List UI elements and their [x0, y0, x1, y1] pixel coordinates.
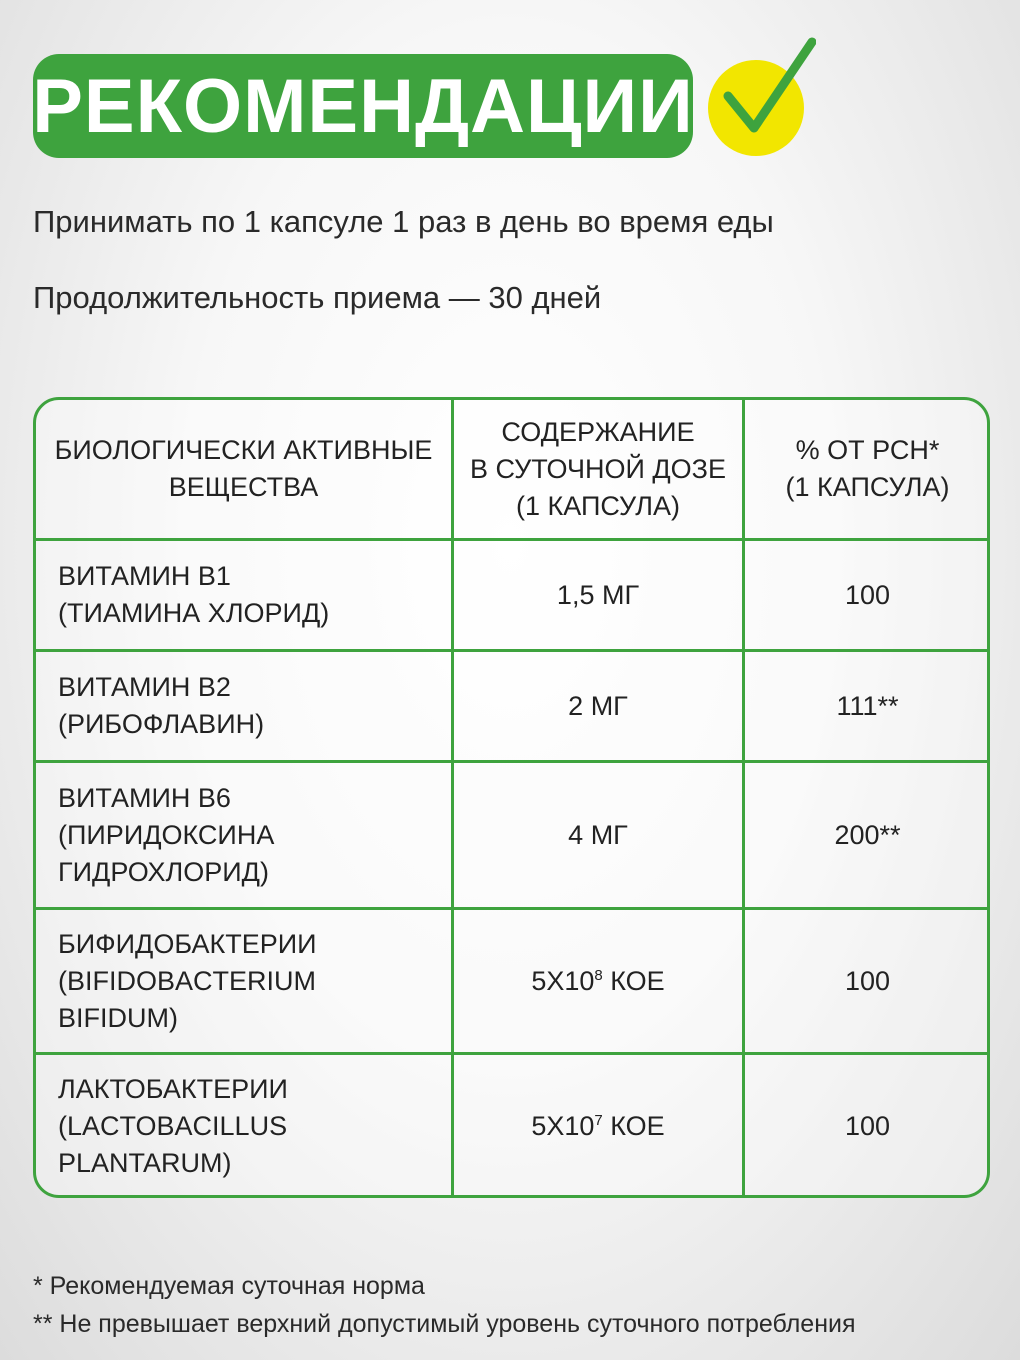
table-row-dose: $5X10^7$ КОЕ: [531, 1111, 665, 1141]
table-row-percent: 100: [844, 965, 891, 996]
footnote-upper-limit: ** Не превышает верхний допустимый уровень суточного потребления: [33, 1310, 856, 1338]
table-row-dose: 4 МГ: [568, 819, 628, 850]
table-row-name: ВИТАМИН B2 (РИБОФЛАВИН): [58, 672, 265, 739]
dosage-instruction: Принимать по 1 капсуле 1 раз в день во время еды: [33, 204, 774, 239]
table-row-dose: 1,5 МГ: [556, 579, 640, 610]
page-title: РЕКОМЕНДАЦИИ: [32, 63, 694, 149]
header-percent: % ОТ РСН* (1 КАПСУЛА): [785, 435, 950, 502]
duration-instruction: Продолжительность приема — 30 дней: [33, 280, 602, 315]
title-banner: [33, 54, 693, 158]
header-dose: СОДЕРЖАНИЕ В СУТОЧНОЙ ДОЗЕ (1 КАПСУЛА): [470, 416, 726, 521]
table-row-name: ВИТАМИН B1 (ТИАМИНА ХЛОРИД): [58, 561, 330, 628]
composition-table: [33, 397, 990, 1198]
table-row-percent: 111**: [836, 690, 899, 721]
table-row-name: БИФИДОБАКТЕРИИ (BIFIDOBACTERIUM BIFIDUM): [58, 928, 317, 1033]
table-row-percent: 100: [844, 579, 891, 610]
table-row-percent: 100: [844, 1111, 891, 1141]
table-row-name: ВИТАМИН B6 (ПИРИДОКСИНА ГИДРОХЛОРИД): [58, 782, 275, 887]
checkmark-icon: [706, 36, 816, 156]
footnote-rsn: * Рекомендуемая суточная норма: [33, 1272, 425, 1300]
header-substance: БИОЛОГИЧЕСКИ АКТИВНЫЕ ВЕЩЕСТВА: [54, 435, 433, 502]
table-row-dose: $5X10^8$ КОЕ: [531, 965, 665, 996]
table-row-dose: 2 МГ: [568, 690, 628, 721]
table-row-name: ЛАКТОБАКТЕРИИ (LACTOBACILLUS PLANTARUM): [58, 1074, 288, 1178]
table-row-percent: 200**: [834, 819, 901, 850]
